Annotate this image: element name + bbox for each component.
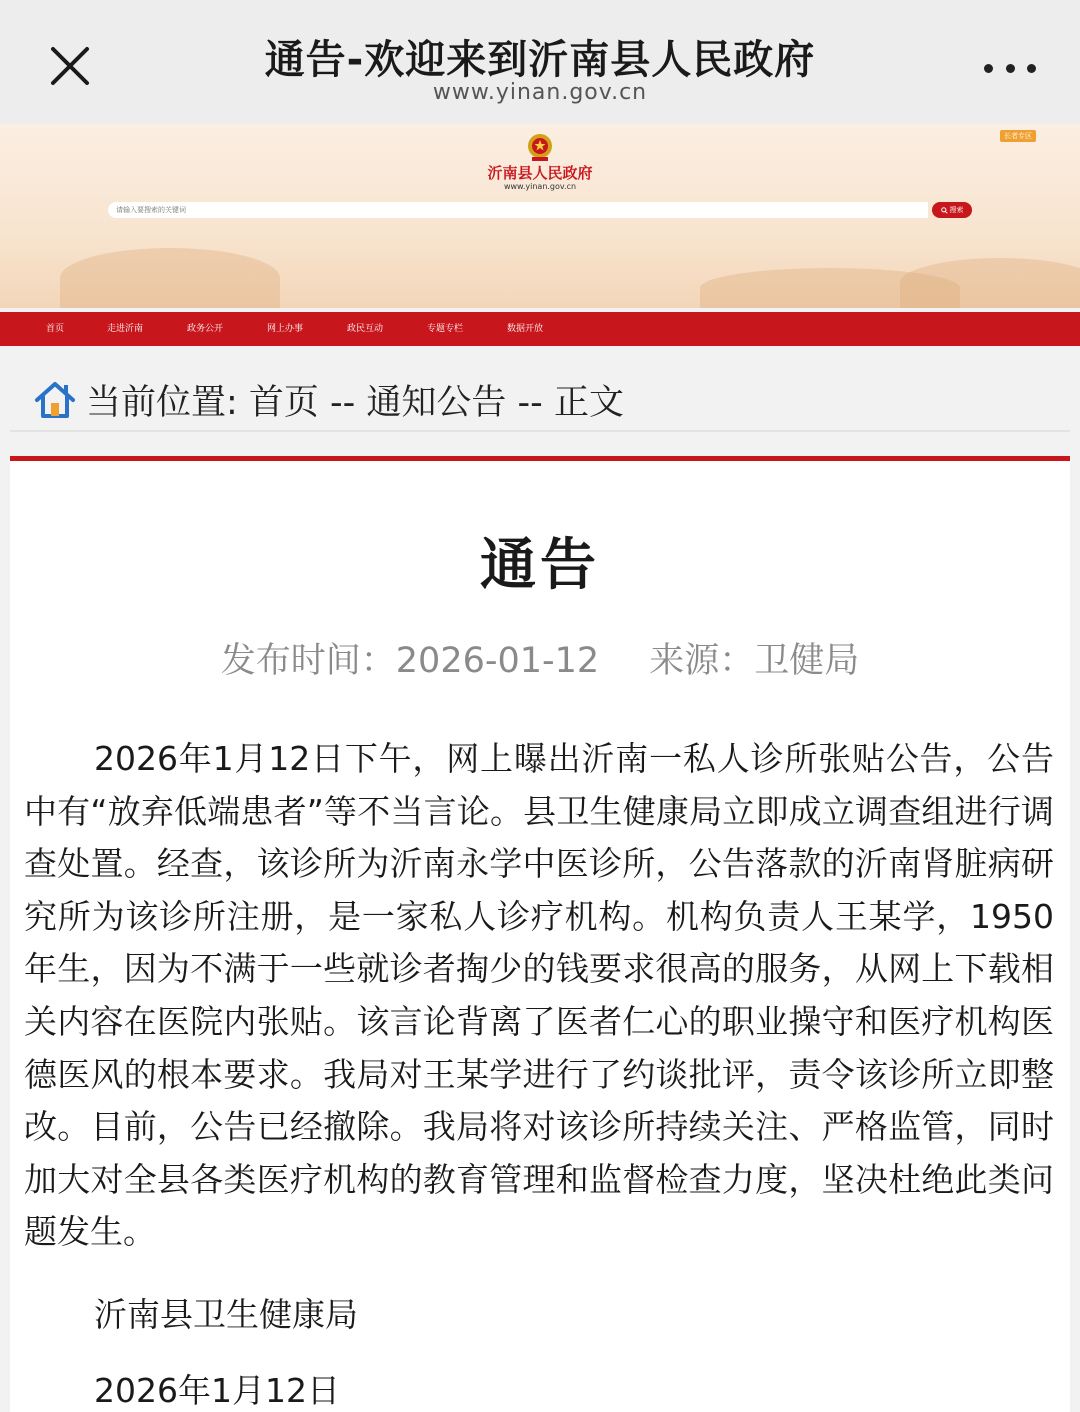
nav-item-online-services[interactable]: 网上办事 xyxy=(267,324,304,334)
banner-decoration xyxy=(900,258,1080,308)
breadcrumb xyxy=(34,372,624,428)
article-signature: 沂南县卫生健康局 xyxy=(94,1295,358,1334)
article-title: 通告 xyxy=(480,533,600,598)
site-name: 沂南县人民政府 xyxy=(487,164,593,182)
page-url: www.yinan.gov.cn xyxy=(432,80,648,105)
elder-zone-link[interactable]: 长者专区 xyxy=(1000,130,1036,142)
more-dot-icon xyxy=(1027,64,1036,73)
more-dot-icon xyxy=(1006,64,1015,73)
national-emblem-icon xyxy=(526,132,554,162)
page-title: 通告-欢迎来到沂南县人民政府 xyxy=(264,37,816,83)
nav-item-open-data[interactable]: 数据开放 xyxy=(507,324,544,334)
more-options-button[interactable] xyxy=(984,56,1036,80)
nav-item-home[interactable]: 首页 xyxy=(46,324,65,334)
article-meta xyxy=(10,633,1070,683)
site-nav-bar xyxy=(0,312,1080,346)
article-date: 2026年1月12日 xyxy=(94,1371,340,1410)
breadcrumb-text: 当前位置: 首页 -- 通知公告 -- 正文 xyxy=(86,383,624,423)
nav-item-interaction[interactable]: 政民互动 xyxy=(347,324,384,334)
article-card xyxy=(10,456,1070,1412)
more-dot-icon xyxy=(984,64,993,73)
article-source: 来源：卫健局 xyxy=(649,641,860,681)
nav-item-topics[interactable]: 专题专栏 xyxy=(427,324,464,334)
home-icon[interactable] xyxy=(34,381,76,419)
site-search-button[interactable] xyxy=(932,202,972,218)
nav-item-about[interactable]: 走进沂南 xyxy=(107,324,144,334)
breadcrumb-divider xyxy=(10,430,1070,432)
search-button-label: 搜索 xyxy=(949,206,964,214)
browser-top-bar xyxy=(0,0,1080,124)
publish-time: 发布时间：2026-01-12 xyxy=(220,641,600,681)
site-url: www.yinan.gov.cn xyxy=(503,182,577,191)
nav-item-gov-affairs[interactable]: 政务公开 xyxy=(187,324,224,334)
search-icon xyxy=(941,207,948,214)
site-banner xyxy=(0,124,1080,308)
article-body: 2026年1月12日下午，网上曝出沂南一私人诊所张贴公告，公告中有“放弃低端患者”等不当言论。县卫生健康局立即成立调查组进行调查处置。经查，该诊所为沂南永学中医诊所，公告落款的沂南肾脏病研究所为该诊所注册，是一家私人诊疗机构。机构负责人王某学，1950年生，因为不满于一些就诊者掏少的钱要求很高的服务，从网上下载相关内容在医院内张贴。该言论背离了医者仁心的职业操守和医疗机构医德医风的根本要求。我局对王某学进行了约谈批评，责令该诊所立即整改。目前，公告已经撤除。我局将对该诊所持续关注、严格监管，同时加大对全县各类医疗机构的教育管理和监督检查力度，坚决杜绝此类问题发生。 xyxy=(24,739,1054,1252)
site-search-input[interactable] xyxy=(108,202,928,218)
banner-decoration xyxy=(60,248,280,308)
